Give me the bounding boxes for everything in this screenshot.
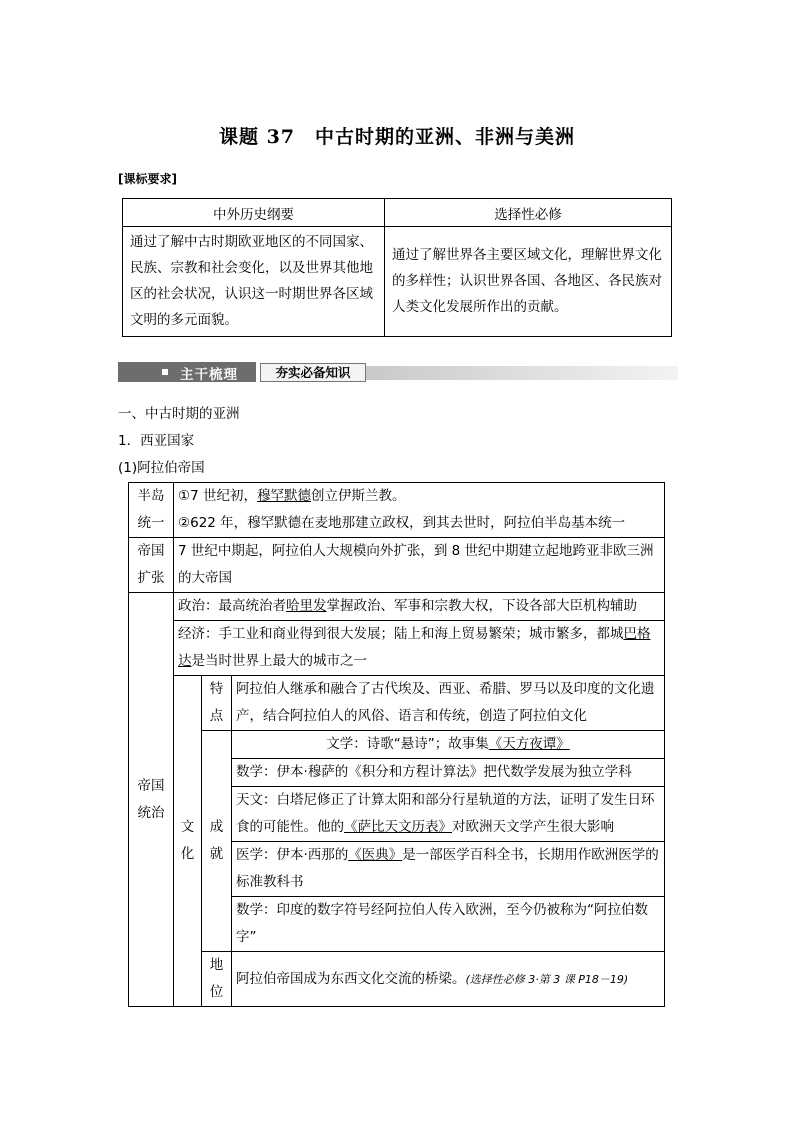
banner-fade-bar — [366, 366, 678, 380]
table-row — [129, 621, 665, 676]
square-bullet-icon — [162, 369, 168, 375]
text-segment: 政治：最高统治者 — [178, 598, 286, 614]
banner-sub-label: 夯实必备知识 — [260, 363, 366, 382]
standards-col2-header: 选择性必修 — [385, 199, 672, 227]
table-row — [129, 952, 665, 1007]
table-row — [129, 731, 665, 759]
text-segment: 阿拉伯帝国成为东西文化交流的桥梁。 — [236, 970, 466, 987]
subsection-heading: 1．西亚国家 — [118, 433, 195, 449]
arab-empire-table — [128, 482, 665, 1007]
row-label-peninsula: 半岛统一 — [129, 483, 174, 538]
underlined-term: 《医典》 — [348, 847, 403, 863]
math-cell-1: 数学：伊本·穆萨的《积分和方程计算法》把代数学发展为独立学科 — [232, 759, 665, 787]
math-cell-2: 数学：印度的数字符号经阿拉伯人传入欧洲，至今仍被称为“阿拉伯数字” — [232, 897, 665, 952]
economy-cell — [174, 621, 665, 676]
table-row — [129, 538, 665, 593]
astronomy-cell — [232, 787, 665, 842]
subsubsection-heading: (1)阿拉伯帝国 — [118, 460, 205, 476]
standards-col1-header: 中外历史纲要 — [123, 199, 385, 227]
standards-body-row — [123, 227, 672, 337]
banner-main-block — [118, 362, 256, 382]
text-segment: 经济：手工业和商业得到很大发展；陆上和海上贸易繁荣；城市繁多，都城 — [178, 626, 624, 642]
politics-cell — [174, 593, 665, 621]
banner-main-label: 主干梳理 — [180, 367, 238, 383]
medicine-cell — [232, 842, 665, 897]
standards-header-row — [123, 199, 672, 227]
section-heading: 一、中古时期的亚洲 — [118, 406, 240, 422]
underlined-term: 哈里发 — [286, 598, 327, 614]
text-segment: 是一部医学百科全书，长期用作欧洲医学的标准教科书 — [236, 847, 659, 890]
section-banner — [118, 362, 678, 384]
features-text: 阿拉伯人继承和融合了古代埃及、西亚、希腊、罗马以及印度的文化遗产，结合阿拉伯人的风俗、语言和传统，创造了阿拉伯文化 — [232, 676, 665, 731]
row-label-expansion: 帝国扩张 — [129, 538, 174, 593]
expansion-content: 7 世纪中期起，阿拉伯人大规模向外扩张，到 8 世纪中期建立起地跨亚非欧三洲的大帝国 — [174, 538, 665, 593]
text-segment: 创立伊斯兰教。 — [310, 488, 406, 504]
status-cell — [232, 952, 665, 1007]
literature-cell — [232, 731, 665, 759]
textbook-reference: (选择性必修 3·第 3 课 P18－19) — [465, 972, 629, 986]
table-row — [129, 676, 665, 731]
text-segment: 文学：诗歌“悬诗”；故事集 — [326, 736, 489, 752]
peninsula-line-2: ②622 年，穆罕默德在麦地那建立政权，到其去世时，阿拉伯半岛基本统一 — [178, 515, 626, 531]
peninsula-line-1 — [178, 483, 660, 510]
achievements-label: 成就 — [202, 731, 232, 952]
features-label: 特点 — [202, 676, 232, 731]
underlined-term: 《天方夜谭》 — [488, 736, 570, 752]
text-segment: 掌握政治、军事和宗教大权，下设各部大臣机构辅助 — [326, 598, 637, 614]
culture-label: 文化 — [174, 676, 202, 1007]
text-segment: 天文：白塔尼修正了计算太阳和部分行星轨道的方法，证明了发生日环食的可能性。他的 — [236, 792, 655, 835]
table-row — [129, 483, 665, 538]
text-segment: ①7 世纪初， — [178, 488, 257, 504]
standards-col1-text: 通过了解中古时期欧亚地区的不同国家、民族、宗教和社会变化，以及世界其他地区的社会状况，认识这一时期世界各区域文明的多元面貌。 — [123, 227, 385, 337]
text-segment: 是当时世界上最大的城市之一 — [191, 653, 367, 669]
text-segment: 医学：伊本·西那的 — [236, 847, 349, 863]
underlined-term: 穆罕默德 — [256, 488, 311, 504]
row-label-rule: 帝国统治 — [129, 593, 174, 1007]
underlined-term: 巴格达 — [178, 626, 651, 669]
standards-label: [课标要求] — [118, 172, 177, 186]
table-row — [129, 593, 665, 621]
standards-table — [122, 198, 672, 337]
peninsula-content — [174, 483, 665, 538]
status-label: 地位 — [202, 952, 232, 1007]
underlined-term: 《萨比天文历表》 — [344, 819, 452, 835]
page-title: 课题 37 中古时期的亚洲、非洲与美洲 — [218, 126, 576, 148]
text-segment: 对欧洲天文学产生很大影响 — [452, 819, 614, 835]
standards-col2-text: 通过了解世界各主要区域文化，理解世界文化的多样性；认识世界各国、各地区、各民族对人类文化发展所作出的贡献。 — [385, 227, 672, 337]
